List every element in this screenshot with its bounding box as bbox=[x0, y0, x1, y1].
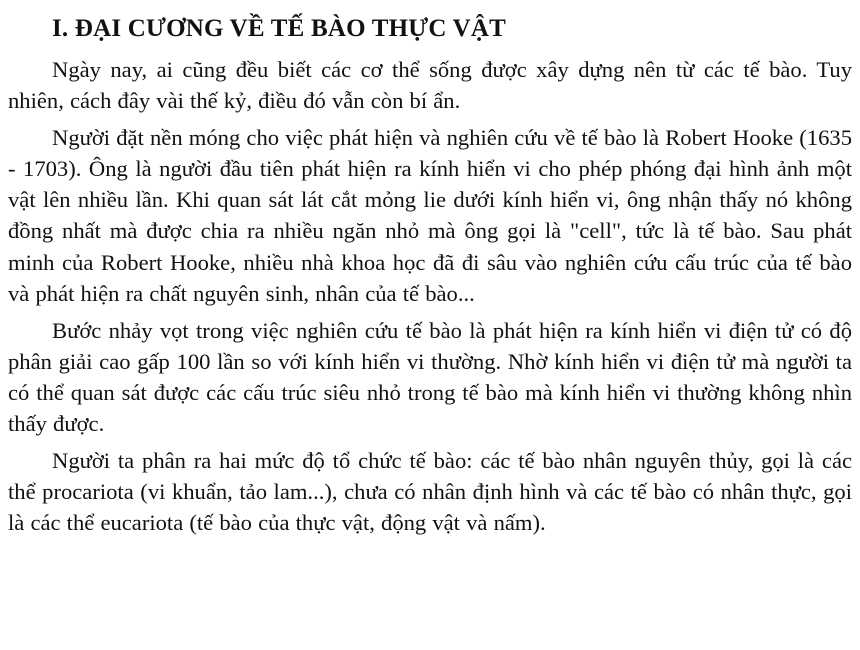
paragraph-robert-hooke: Người đặt nền móng cho việc phát hiện và nghiên cứu về tế bào là Robert Hooke (1635 - 1703). Ông là người đầu tiên phát hiện ra kính hiển vi cho phép phóng đại hình ảnh một vật lên nhiều lần. Khi quan sát lát cắt mỏng lie dưới kính hiển vi, ông nhận thấy nó không đồng nhất mà được chia ra nhiều ngăn nhỏ mà ông gọi là "cell", tức là tế bào. Sau phát minh của Robert Hooke, nhiều nhà khoa học đã đi sâu vào nghiên cứu cấu trúc của tế bào và phát hiện ra chất nguyên sinh, nhân của tế bào... bbox=[8, 125, 852, 306]
section-heading: I. ĐẠI CƯƠNG VỀ TẾ BÀO THỰC VẬT bbox=[52, 15, 506, 42]
paragraph-cell-organization: Người ta phân ra hai mức độ tổ chức tế bào: các tế bào nhân nguyên thủy, gọi là các thể procariota (vi khuẩn, tảo lam...), chưa có nhân định hình và các tế bào có nhân thực, gọi là các thể eucariota (tế bào của thực vật, động vật và nấm). bbox=[8, 448, 852, 536]
paragraph-electron-microscope: Bước nhảy vọt trong việc nghiên cứu tế bào là phát hiện ra kính hiển vi điện tử có độ phân giải cao gấp 100 lần so với kính hiển vi thường. Nhờ kính hiển vi điện tử mà người ta có thể quan sát được các cấu trúc siêu nhỏ trong tế bào mà kính hiển vi thường không nhìn thấy được. bbox=[8, 317, 852, 437]
paragraph-intro: Ngày nay, ai cũng đều biết các cơ thể sống được xây dựng nên từ các tế bào. Tuy nhiên, cách đây vài thế kỷ, điều đó vẫn còn bí ẩn. bbox=[8, 57, 852, 114]
